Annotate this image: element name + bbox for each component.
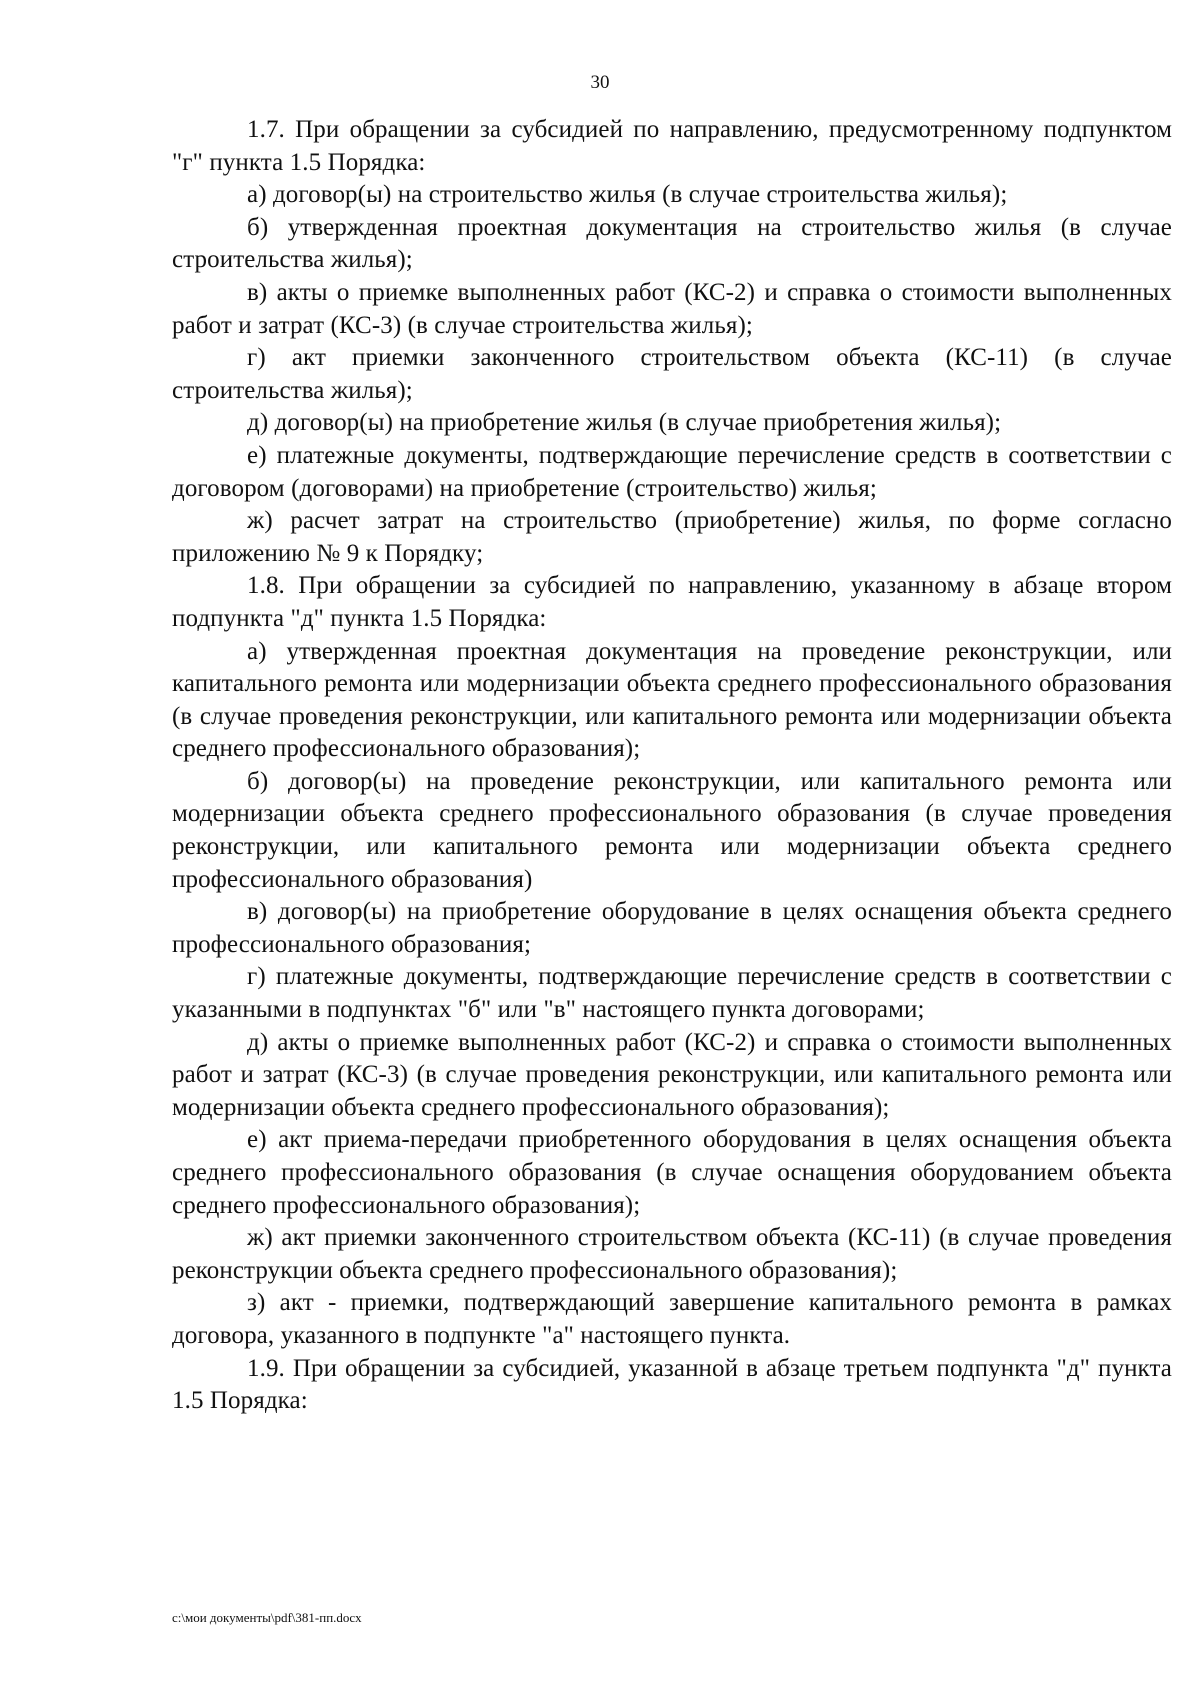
paragraph-1-8-a: а) утвержденная проектная документация на проведение реконструкции, или капитального ремонта или модернизации объекта среднего профессионального образования (в случае проведения реконструкции, или капитального ремонта или модернизации объекта среднего профессионального образования); — [172, 637, 1172, 763]
paragraph-1-7-zh: ж) расчет затрат на строительство (приобретение) жилья, по форме согласно приложению № 9 к Порядку; — [172, 507, 1172, 567]
paragraph-1-8-z: з) акт - приемки, подтверждающий завершение капитального ремонта в рамках договора, указанного в подпункте "а" настоящего пункта. — [172, 1289, 1172, 1349]
paragraph-1-9: 1.9. При обращении за субсидией, указанной в абзаце третьем подпункта "д" пункта 1.5 Порядка: — [172, 1354, 1172, 1415]
paragraph-1-8-b: б) договор(ы) на проведение реконструкции, или капитального ремонта или модернизации объекта среднего профессионального образования (в случае проведения реконструкции, или капитального ремонта или модернизации объекта среднего профессионального образования) — [172, 767, 1172, 893]
paragraph-1-7-v: в) акты о приемке выполненных работ (КС-2) и справка о стоимости выполненных работ и затрат (КС-3) (в случае строительства жилья); — [172, 278, 1172, 339]
paragraph-1-7: 1.7. При обращении за субсидией по направлению, предусмотренному подпунктом "г" пункта 1.5 Порядка: — [172, 116, 1172, 176]
page-number: 30 — [590, 72, 610, 93]
paragraph-1-8-v: в) договор(ы) на приобретение оборудование в целях оснащения объекта среднего профессионального образования; — [172, 898, 1172, 958]
paragraph-1-7-g: г) акт приемки законченного строительством объекта (КС-11) (в случае строительства жилья); — [172, 344, 1172, 404]
paragraph-1-7-d: д) договор(ы) на приобретение жилья (в случае приобретения жилья); — [247, 409, 1002, 437]
paragraph-1-8-zh: ж) акт приемки законченного строительством объекта (КС-11) (в случае проведения реконструкции объекта среднего профессионального образования); — [172, 1224, 1172, 1284]
document-body — [172, 114, 1172, 1418]
paragraph-1-7-a: а) договор(ы) на строительство жилья (в случае строительства жилья); — [247, 181, 1008, 209]
paragraph-1-7-b: б) утвержденная проектная документация на строительство жилья (в случае строительства жилья); — [172, 213, 1172, 274]
paragraph-1-7-e: е) платежные документы, подтверждающие перечисление средств в соответствии с договором (договорами) на приобретение (строительство) жилья; — [172, 441, 1172, 502]
paragraph-1-8-d: д) акты о приемке выполненных работ (КС-2) и справка о стоимости выполненных работ и затрат (КС-3) (в случае проведения реконструкции, или капитального ремонта или модернизации объекта среднего профессионального образования); — [172, 1028, 1172, 1121]
paragraph-1-8: 1.8. При обращении за субсидией по направлению, указанному в абзаце втором подпункта "д" пункта 1.5 Порядка: — [172, 572, 1172, 632]
paragraph-1-8-g: г) платежные документы, подтверждающие перечисление средств в соответствии с указанными в подпунктах "б" или "в" настоящего пункта договорами; — [172, 963, 1172, 1024]
paragraph-1-8-e: е) акт приема-передачи приобретенного оборудования в целях оснащения объекта среднего профессионального образования (в случае оснащения оборудованием объекта среднего профессионального образования); — [172, 1126, 1172, 1219]
file-path-footer: c:\мои документы\pdf\381-пп.docx — [172, 1610, 362, 1625]
